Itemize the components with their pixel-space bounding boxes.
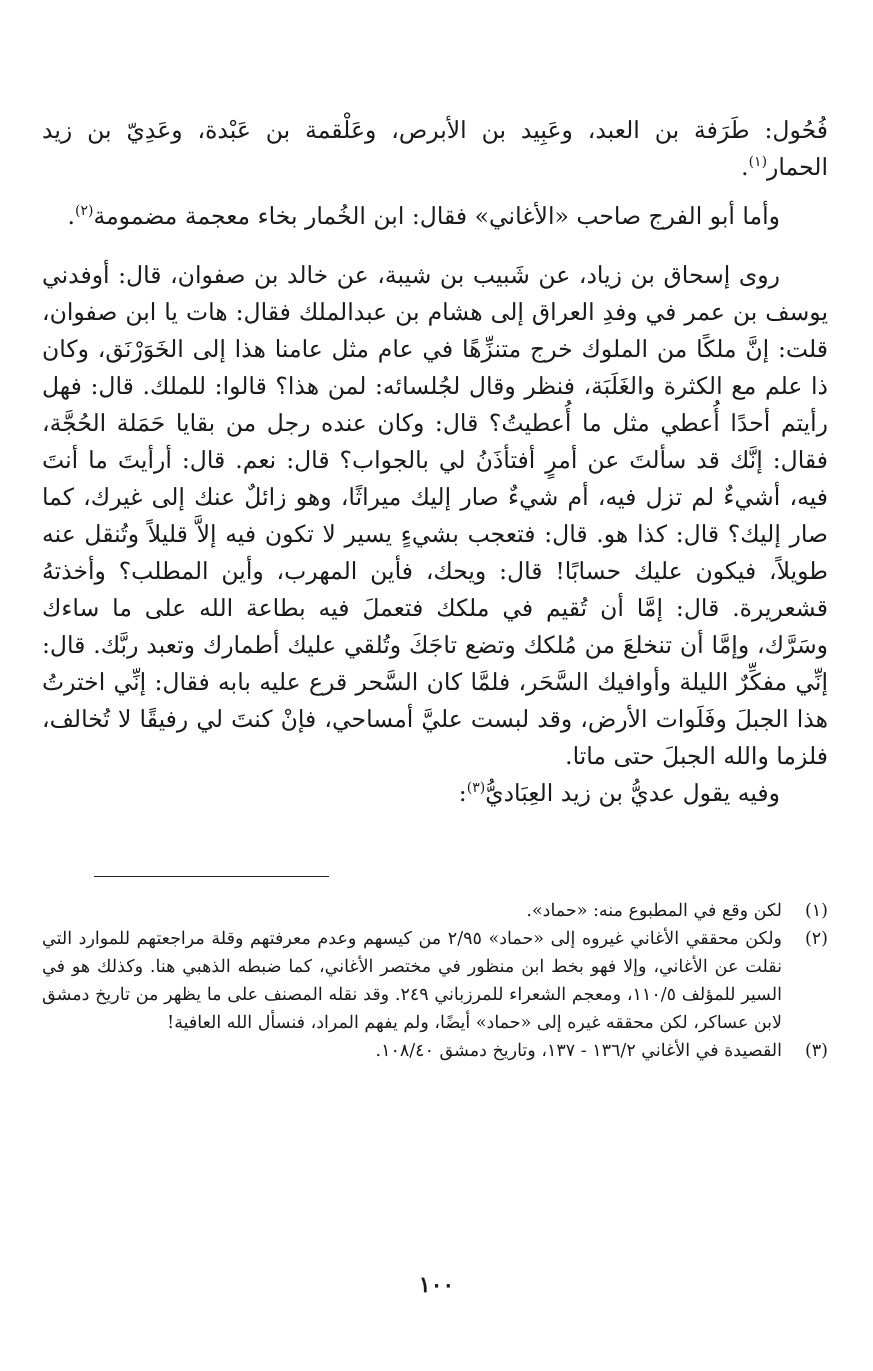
paragraph-abu-al-faraj	[42, 198, 828, 235]
footnote-2-number: (٢)	[804, 929, 828, 949]
footnote-2	[42, 925, 828, 1037]
paragraph-abu-al-faraj-end: .	[67, 202, 76, 230]
footnote-3-text: القصيدة في الأغاني ١٣٦/٢ - ١٣٧، وتاريخ دمشق ١٠٨/٤٠.	[375, 1041, 782, 1061]
footnote-2-text: ولكن محققي الأغاني غيروه إلى «حماد» ٢/٩٥ من كيسهم وعدم معرفتهم وقلة مراجعتهم للموارد التي نقلت عن الأغاني، وإلا فهو بخط ابن منظور في مختصر الأغاني، كما ضبطه الذهبي هنا. وكذلك هو في السير للمؤلف ١١٠/٥، ومعجم الشعراء للمرزباني ٢٤٩. وقد نقله المصنف على ما يظهر من تاريخ دمشق لابن عساكر، لكن محققه غيره إلى «حماد» أيضًا، ولم يفهم المراد، فنسأل الله العافية!	[42, 929, 782, 1033]
paragraph-narration-text: روى إسحاق بن زياد، عن شَبيب بن شيبة، عن خالد بن صفوان، قال: أوفدني يوسف بن عمر في وفدِ العراق إلى هشام بن عبدالملك فقال: هات يا ابن صفوان، قلت: إنَّ ملكًا من الملوك خرج متنزِّهًا في عام مثل عامنا هذا إلى الخَوَرْنَق، وكان ذا علم مع الكثرة والغَلَبَة، فنظر وقال لجُلسائه: لمن هذا؟ قالوا: للملك. قال: فهل رأيتم أحدًا أُعطي مثل ما أُعطيتُ؟ قال: وكان عنده رجل من بقايا حَمَلة الحُجَّة، فقال: إنَّك قد سألتَ عن أمرٍ أفتأذَنُ لي بالجواب؟ قال: نعم. قال: أرأيتَ ما أنتَ فيه، أشيءٌ لم تزل فيه، أم شيءٌ صار إليك ميراثًا، وهو زائلٌ عنك إلى غيرك، كما صار إليك؟ قال: كذا هو. قال: فتعجب بشيءٍ يسير لا تكون فيه إلاَّ قليلاً وتُنقل عنه طويلاً، فيكون عليك حسابًا! قال: ويحك، فأين المهرب، وأين المطلب؟ وأخذتهُ قشعريرة. قال: إمَّا أن تُقيم في ملكك فتعملَ فيه بطاعة الله على ما ساءك وسَرَّك، وإمَّا أن تنخلعَ من مُلكك وتضع تاجَكَ وتُلقي عليك أطمارك وتعبد ربَّك. قال: إنِّي مفكِّرٌ الليلة وأوافيك السَّحَر، فلمَّا كان السَّحر قرع عليه بابه فقال: إنِّي اخترتُ هذا الجبلَ وفَلَوات الأرض، وقد لبست عليَّ أمساحي، فإنْ كنتَ لي رفيقًا لا تُخالف، فلزما والله الجبلَ حتى ماتا.	[42, 261, 828, 770]
footnote-3-number: (٣)	[804, 1041, 828, 1061]
footnotes	[42, 897, 828, 1065]
paragraph-poets-text: فُحُول: طَرَفة بن العبد، وعَبِيد بن الأبرص، وعَلْقمة بن عَبْدة، وعَدِيّ بن زيد الحمار	[42, 116, 828, 181]
paragraph-verse-intro	[42, 775, 828, 812]
footnote-1	[42, 897, 828, 925]
paragraph-poets-end: .	[741, 153, 749, 181]
footnote-separator	[42, 876, 828, 877]
paragraph-verse-intro-end: :	[458, 779, 467, 807]
paragraph-poets	[42, 112, 828, 186]
page-body	[42, 112, 828, 1065]
paragraph-abu-al-faraj-text: وأما أبو الفرج صاحب «الأغاني» فقال: ابن الخُمار بخاء معجمة مضمومة	[93, 202, 780, 230]
footnote-3	[42, 1037, 828, 1065]
footnote-separator-line	[94, 876, 329, 877]
paragraph-verse-intro-text: وفيه يقول عديُّ بن زيد العِبَاديُّ	[485, 779, 780, 807]
footnote-ref-1: (١)	[748, 154, 768, 171]
paragraph-narration	[42, 257, 828, 775]
page-number: ١٠٠	[418, 1272, 455, 1298]
footnote-ref-3: (٣)	[466, 780, 486, 797]
footnote-1-number: (١)	[804, 901, 828, 921]
footnote-1-text: لكن وقع في المطبوع منه: «حماد».	[526, 901, 782, 921]
footnote-ref-2: (٢)	[75, 203, 94, 220]
